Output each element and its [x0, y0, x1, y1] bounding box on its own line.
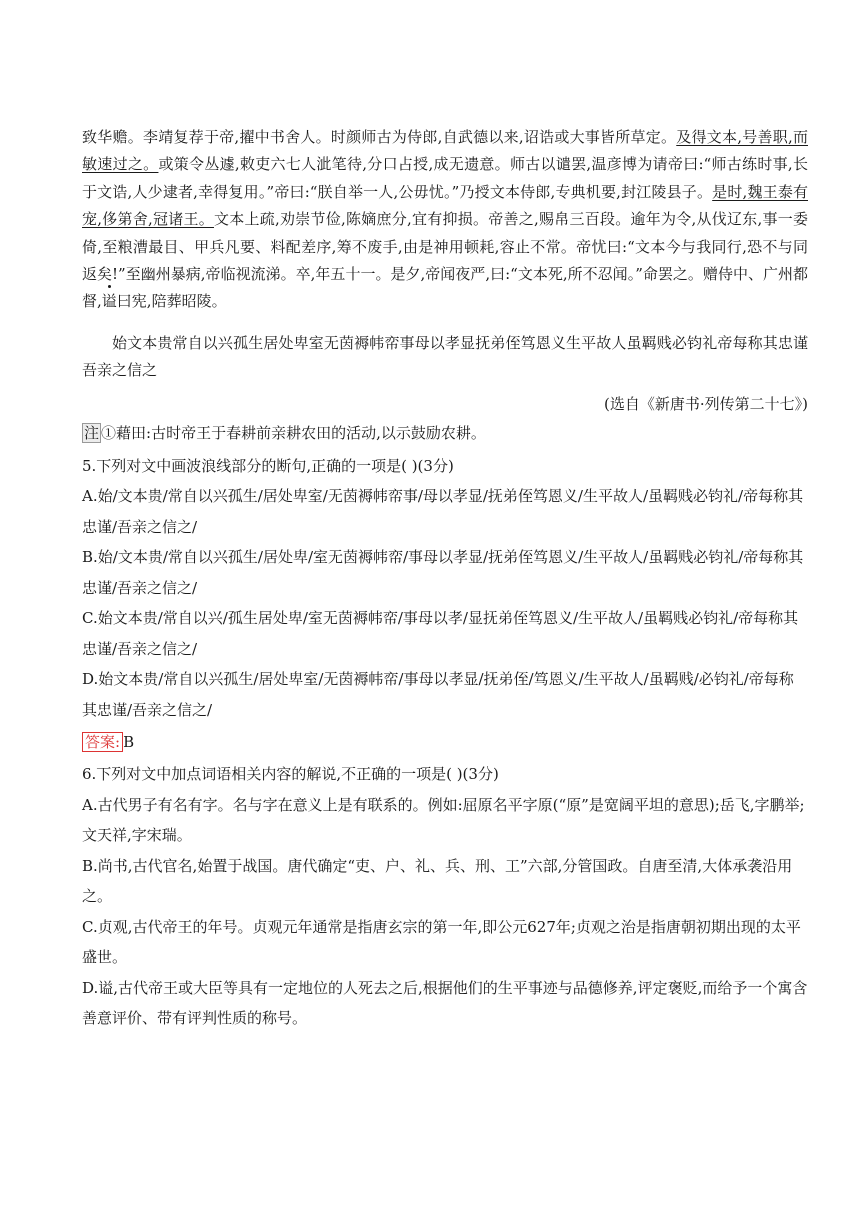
passage-text-c: 文本上疏,劝崇节俭,陈嫡庶分,宜有抑损。帝善之,赐帛三百段。逾年为令,从伐辽东,事一委倚,至粮漕最目、甲兵凡要、料配差序,筹不废手,由是神用顿耗,容止不常。帝忧曰:“文本今与我同行,恐不与同返矣!”至幽州暴病,帝临视流涕。卒,年五十一。是夕,帝闻夜严,曰:“文本死,所不忍闻。”命罢之。赠侍中、广州都督,	[82, 210, 808, 311]
question-5-stem: 5.下列对文中画波浪线部分的断句,正确的一项是( )(3分)	[82, 456, 454, 475]
question-5-option-d: D.始文本贵/常自以兴孤生/居处卑室/无茵褥帏帟/事母以孝显/抚弟侄/笃恩义/生平故人/虽羁贱/必钧礼/帝每称其忠谨/吾亲之信之/	[82, 670, 794, 719]
question-5-answer	[82, 727, 808, 757]
question-6-option-d: D.谥,古代帝王或大臣等具有一定地位的人死去之后,根据他们的生平事迹与品德修养,评定褒贬,而给予一个寓含善意评价、带有评判性质的称号。	[82, 978, 808, 1028]
question-5	[82, 451, 808, 758]
passage-text-a: 致华赡。李靖复荐于帝,擢中书舍人。时颜师古为侍郎,自武德以来,诏诰或大事皆所草定。	[82, 128, 677, 146]
passage-text-b: 或策令丛遽,敕吏六七人泚笔待,分口占授,成无遗意。师古以谴罢,温彦博为请帝曰:“师古练时事,长于文诰,人少逮者,幸得复用。”帝曰:“朕自举一人,公毋忧。”乃授文本侍郎,专典机要,封江陵县子。	[82, 155, 808, 201]
question-6-option-b: B.尚书,古代官名,始置于战国。唐代确定“吏、户、礼、兵、刑、工”六部,分管国政。自唐至清,大体承袭沿用之。	[82, 856, 793, 906]
question-6-stem: 6.下列对文中加点词语相关内容的解说,不正确的一项是( )(3分)	[82, 765, 499, 784]
question-5-option-c: C.始文本贵/常自以兴/孤生居处卑/室无茵褥帏帟/事母以孝/显抚弟侄笃恩义/生平故人/虽羁贱必钧礼/帝每称其忠谨/吾亲之信之/	[82, 609, 799, 658]
document-page	[82, 124, 808, 1034]
question-6-option-a: A.古代男子有名有字。名与字在意义上是有联系的。例如:屈原名平字原(“原”是宽阔平坦的意思);岳飞,字鹏举;文天祥,字宋瑞。	[82, 795, 805, 845]
question-6-option-c: C.贞观,古代帝王的年号。贞观元年通常是指唐玄宗的第一年,即公元627年;贞观之治是指唐朝初期出现的太平盛世。	[82, 917, 801, 967]
underlined-sentence-1: 及得文本,号善职,而敏速过之。	[82, 128, 808, 174]
footnote	[82, 420, 808, 447]
passage-source: (选自《新唐书·列传第二十七》)	[604, 394, 808, 413]
note-text: ①藉田:古时帝王于春耕前亲耕农田的活动,以示鼓励农耕。	[101, 423, 486, 442]
passage-text-d: 曰宪,陪葬昭陵。	[116, 292, 227, 311]
question-5-option-b: B.始/文本贵/常自以兴孤生/居处卑/室无茵褥帏帟/事母以孝显/抚弟侄笃恩义/生平故人/虽羁贱必钧礼/帝每称其忠谨/吾亲之信之/	[82, 548, 804, 597]
note-tag: 注	[84, 423, 100, 442]
question-6	[82, 759, 808, 1034]
dotted-word: 谥	[102, 288, 117, 315]
underlined-sentence-2: 是时,魏王泰有宠,侈第舍,冠诸王。	[82, 182, 808, 229]
answer-value: B	[123, 733, 135, 752]
passage-paragraph-2: 始文本贵常自以兴孤生居处卑室无茵褥帏帟事母以孝显抚弟侄笃恩义生平故人虽羁贱必钧礼帝每称其忠谨吾亲之信之	[82, 333, 808, 380]
question-5-option-a: A.始/文本贵/常自以兴孤生/居处卑室/无茵褥帏帟事/母以孝显/抚弟侄笃恩义/生平故人/虽羁贱必钧礼/帝每称其忠谨/吾亲之信之/	[82, 487, 804, 536]
answer-label: 答案:	[82, 732, 123, 752]
passage-paragraph-1	[82, 124, 808, 316]
